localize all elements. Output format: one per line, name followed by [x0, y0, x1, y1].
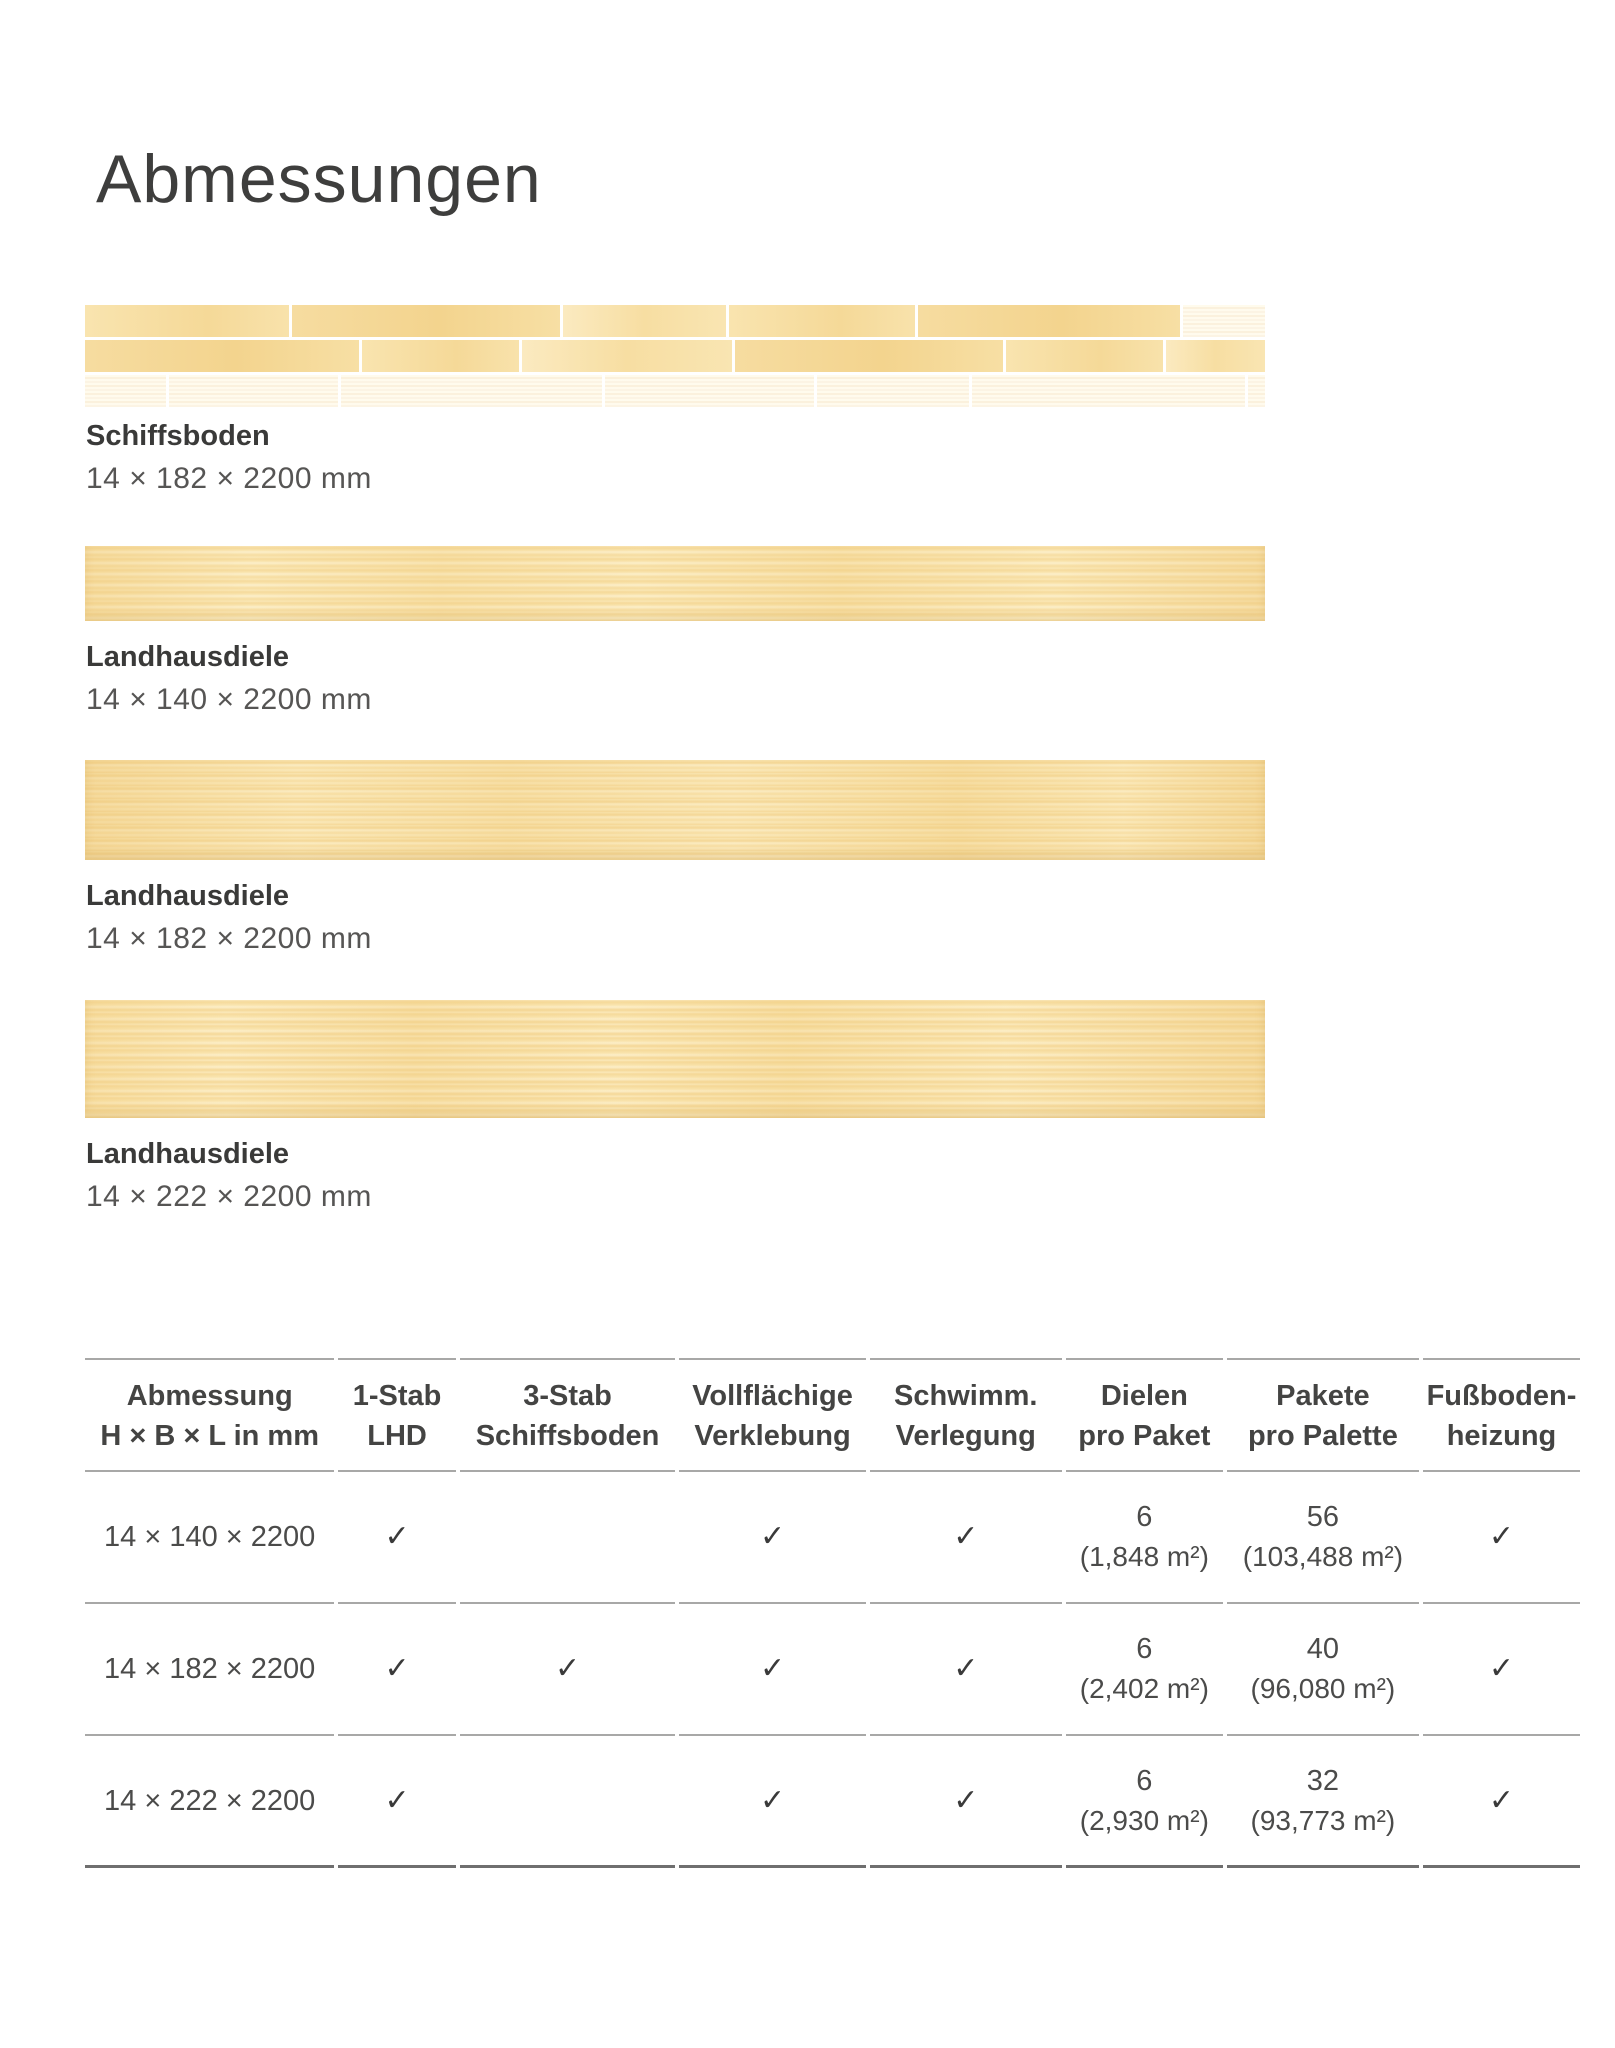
wood-plank — [169, 375, 337, 407]
wood-plank — [1166, 340, 1265, 372]
wood-plank — [362, 340, 519, 372]
product-dimensions: 14 × 140 × 2200 mm — [86, 683, 372, 716]
cell-dimension: 14 × 222 × 2200 — [85, 1736, 334, 1868]
wood-plank — [563, 305, 726, 337]
cell-pakete-pro-palette — [1227, 1736, 1419, 1868]
product-name: Landhausdiele — [86, 1138, 290, 1170]
header-schwimm-verlegung — [870, 1358, 1062, 1472]
header-line: Verlegung — [895, 1420, 1036, 1452]
pakete-area: (93,773 m²) — [1250, 1804, 1396, 1836]
product-dimensions: 14 × 182 × 2200 mm — [86, 462, 372, 495]
cell-check-verlegung: ✓ — [870, 1472, 1062, 1604]
header-line: Verklebung — [694, 1420, 851, 1452]
cell-dielen-pro-paket — [1066, 1604, 1223, 1736]
cell-check-heizung: ✓ — [1423, 1604, 1580, 1736]
cell-check-verlegung: ✓ — [870, 1604, 1062, 1736]
header-line: pro Palette — [1247, 1420, 1398, 1452]
dielen-count: 6 — [1136, 1764, 1153, 1797]
page-title: Abmessungen — [96, 141, 542, 217]
cell-check-verlegung: ✓ — [870, 1736, 1062, 1868]
cell-check-verklebung: ✓ — [679, 1604, 865, 1736]
cell-check-lhd: ✓ — [338, 1604, 455, 1736]
cell-check-heizung: ✓ — [1423, 1736, 1580, 1868]
pakete-count: 32 — [1306, 1764, 1340, 1797]
dimensions-table — [81, 1358, 1584, 1868]
table-row — [85, 1736, 1580, 1868]
product-name: Schiffsboden — [86, 420, 270, 452]
cell-check-schiffsboden — [460, 1472, 676, 1604]
header-abmessung — [85, 1358, 334, 1472]
cell-check-verklebung: ✓ — [679, 1736, 865, 1868]
wood-plank — [85, 305, 289, 337]
wood-plank — [85, 375, 166, 407]
header-line: Fußboden- — [1426, 1380, 1577, 1412]
header-line: LHD — [367, 1420, 427, 1452]
product-dimensions: 14 × 182 × 2200 mm — [86, 922, 372, 955]
wood-plank — [972, 375, 1245, 407]
cell-check-schiffsboden: ✓ — [460, 1604, 676, 1736]
header-dielen-pro-paket — [1066, 1358, 1223, 1472]
landhausdiele-140-image — [85, 546, 1265, 621]
landhausdiele-222-image — [85, 1000, 1265, 1118]
plank-row — [85, 340, 1265, 372]
dielen-area: (1,848 m²) — [1079, 1541, 1209, 1572]
header-line: 1-Stab — [352, 1380, 442, 1412]
cell-dielen-pro-paket — [1066, 1736, 1223, 1868]
header-line: H × B × L in mm — [100, 1420, 319, 1452]
header-line: 3-Stab — [523, 1380, 612, 1412]
cell-pakete-pro-palette — [1227, 1604, 1419, 1736]
header-line: heizung — [1446, 1420, 1557, 1452]
cell-dielen-pro-paket — [1066, 1472, 1223, 1604]
header-3-stab-schiffsboden — [460, 1358, 676, 1472]
cell-dimension: 14 × 140 × 2200 — [85, 1472, 334, 1604]
wood-plank — [1006, 340, 1163, 372]
pakete-count: 40 — [1306, 1633, 1340, 1665]
cell-check-heizung: ✓ — [1423, 1472, 1580, 1604]
cell-check-lhd: ✓ — [338, 1736, 455, 1868]
table-row — [85, 1472, 1580, 1604]
wood-plank — [605, 375, 814, 407]
wood-plank — [85, 340, 359, 372]
wood-plank — [292, 305, 560, 337]
table-header-row — [85, 1358, 1580, 1472]
header-line: Dielen — [1100, 1380, 1188, 1412]
schiffsboden-plank-image — [85, 305, 1265, 407]
header-pakete-pro-palette — [1227, 1358, 1419, 1472]
wood-plank — [817, 375, 968, 407]
header-fussbodenheizung — [1423, 1358, 1580, 1472]
dielen-area: (2,930 m²) — [1079, 1804, 1209, 1836]
wood-plank — [522, 340, 732, 372]
wood-plank — [918, 305, 1180, 337]
pakete-count: 56 — [1306, 1501, 1340, 1533]
header-line: Pakete — [1276, 1380, 1370, 1412]
table-row — [85, 1604, 1580, 1736]
header-line: Abmessung — [126, 1380, 293, 1412]
dielen-count: 6 — [1136, 1501, 1153, 1533]
product-name: Landhausdiele — [86, 641, 290, 673]
plank-row — [85, 305, 1265, 337]
header-line: Schiffsboden — [475, 1420, 660, 1452]
cell-pakete-pro-palette — [1227, 1472, 1419, 1604]
product-name: Landhausdiele — [86, 880, 290, 912]
header-line: pro Paket — [1078, 1420, 1211, 1452]
plank-row — [85, 375, 1265, 407]
cell-dimension: 14 × 182 × 2200 — [85, 1604, 334, 1736]
cell-check-schiffsboden — [460, 1736, 676, 1868]
pakete-area: (103,488 m²) — [1242, 1541, 1404, 1572]
header-line: Schwimm. — [894, 1380, 1038, 1412]
dielen-area: (2,402 m²) — [1079, 1673, 1209, 1704]
wood-plank — [341, 375, 602, 407]
wood-plank — [1248, 375, 1265, 407]
wood-plank — [735, 340, 1003, 372]
landhausdiele-182-image — [85, 760, 1265, 860]
cell-check-lhd: ✓ — [338, 1472, 455, 1604]
dielen-count: 6 — [1136, 1633, 1153, 1665]
wood-plank — [1183, 305, 1265, 337]
header-1-stab-lhd — [338, 1358, 455, 1472]
header-vollflaechige-verklebung — [679, 1358, 865, 1472]
header-line: Vollflächige — [692, 1380, 853, 1412]
cell-check-verklebung: ✓ — [679, 1472, 865, 1604]
pakete-area: (96,080 m²) — [1250, 1673, 1396, 1704]
product-dimensions: 14 × 222 × 2200 mm — [86, 1180, 372, 1213]
wood-plank — [729, 305, 915, 337]
